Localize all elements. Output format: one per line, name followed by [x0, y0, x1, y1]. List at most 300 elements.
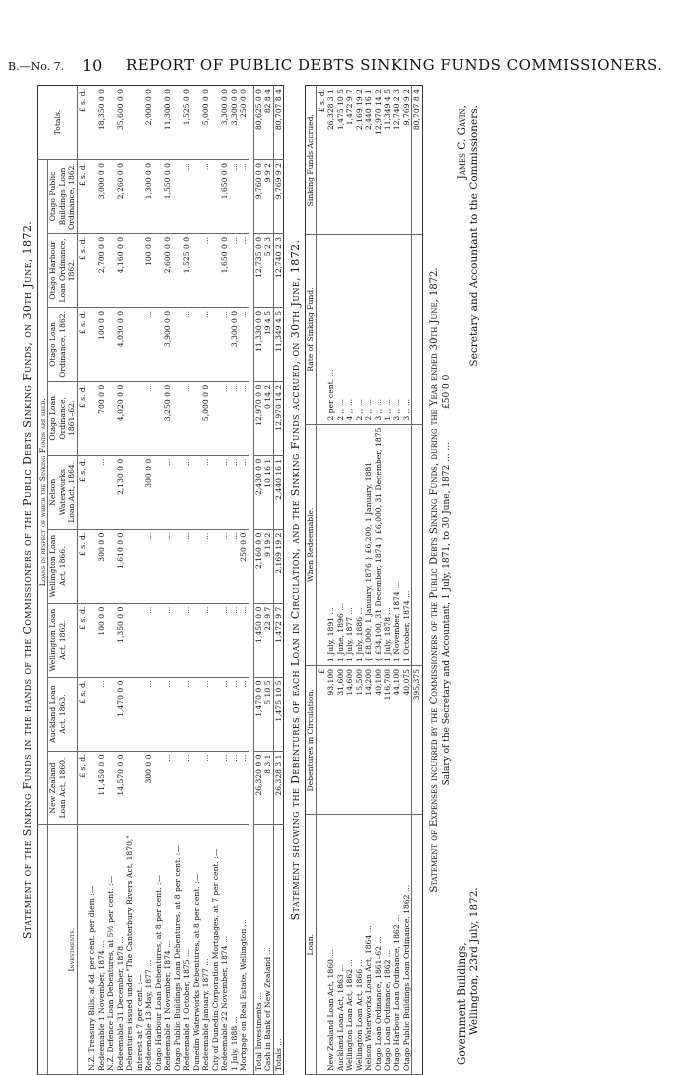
- table-cell: [125, 751, 144, 825]
- table-cell: New Zealand Loan Act, 1860 ...: [326, 815, 335, 1075]
- statement1-caption: Statement of the Sinking Funds in the hands of the Commissioners of the Public Debts Sinking Funds, on 30th June, 1872.: [21, 220, 34, 940]
- table-cell: 26,328 3 1: [326, 86, 335, 235]
- table-cell: [125, 455, 144, 529]
- table-row: [364, 86, 373, 1075]
- table-cell: 2,000 0 0: [144, 86, 153, 160]
- table-cell: ...: [144, 529, 153, 603]
- table-cell: 1 ,, ...: [383, 235, 392, 424]
- col-header-loan: Otago Harbour Loan Ordinance, 1862.: [48, 233, 77, 307]
- table-row: [239, 86, 248, 1075]
- table-cell: [211, 233, 220, 307]
- table-cell: ...: [163, 603, 172, 677]
- table-cell: Nelson Waterworks Loan Act, 1864 ...: [364, 815, 373, 1075]
- table-cell: 1,650 0 0: [220, 233, 229, 307]
- table-cell: ...: [239, 307, 248, 381]
- table-cell: [154, 529, 163, 603]
- table-cell: [211, 86, 220, 160]
- table-cell: ...: [182, 751, 191, 825]
- row-label: Redeemable 1 October, 1875 ...: [182, 825, 191, 1075]
- table-row: [211, 86, 220, 1075]
- cash-row: [263, 86, 273, 1075]
- table-cell: 1,470 0 0: [116, 677, 125, 751]
- unit-cell: [316, 235, 326, 424]
- expenses-caption: Statement of Expenses incurred by the Commissioners of the Public Debts Sinking Funds, during the Year ended 30th June, 1872.: [428, 267, 440, 893]
- table-cell: [106, 160, 115, 234]
- col-header-loan: Auckland Loan Act, 1863.: [48, 677, 77, 751]
- table-cell: 9,769 9 2: [402, 86, 412, 235]
- table-cell: ...: [182, 381, 191, 455]
- table-cell: ...: [239, 381, 248, 455]
- table-cell: 3 ,, ...: [374, 235, 383, 424]
- table-cell: [192, 751, 201, 825]
- table-cell: 12,740 2 3: [273, 233, 283, 307]
- debentures-body: [316, 86, 422, 1075]
- table-cell: 4,020 0 0: [116, 381, 125, 455]
- table-cell: 9,769 9 2: [273, 160, 283, 234]
- col-header-loan: Otago Loan Ordinance, 1862.: [48, 307, 77, 381]
- table-cell: [173, 529, 182, 603]
- col-header-loan: Wellington Loan Act, 1866.: [48, 529, 77, 603]
- unit-row: [316, 86, 326, 1075]
- table-cell: [125, 86, 144, 160]
- row-label: Redeemable 1 November, 1874 ...: [97, 825, 106, 1075]
- rotated-statements: [20, 85, 696, 1075]
- unit-cell: £ s. d.: [77, 603, 87, 677]
- table-cell: 1,472 9 7: [273, 603, 283, 677]
- table-cell: 1,650 0 0: [220, 160, 229, 234]
- table-row: [182, 86, 191, 1075]
- table-cell: ...: [220, 381, 229, 455]
- table-cell: 11,349 4 5: [273, 307, 283, 381]
- table-cell: [211, 160, 220, 234]
- table-cell: [211, 455, 220, 529]
- table-cell: ...: [163, 529, 172, 603]
- table-cell: [192, 677, 201, 751]
- row-label: Otago Harbour Loan Debentures, at 8 per cent. :—: [154, 825, 163, 1075]
- table-cell: Otago Public Buildings Loan Ordinance, 1862 ...: [402, 815, 412, 1075]
- col-header-loan: Wellington Loan Act, 1862.: [48, 603, 77, 677]
- table-cell: ...: [230, 160, 239, 234]
- row-label: 1 July, 1888 ...: [230, 825, 239, 1075]
- table-cell: 12,740 2 3: [392, 86, 401, 235]
- table-cell: ...: [144, 381, 153, 455]
- salary-line: [442, 85, 452, 1075]
- table-cell: [412, 815, 422, 1075]
- unit-row: [77, 86, 87, 1075]
- table-cell: ...: [182, 529, 191, 603]
- table-cell: { £34,100, 31 December, 1874 } £6,000, 31 December, 1875: [374, 424, 383, 665]
- table-cell: ...: [182, 455, 191, 529]
- table-cell: 12,970 14 2: [374, 86, 383, 235]
- table-cell: [106, 677, 115, 751]
- table-cell: [211, 677, 220, 751]
- row-label: Debentures issued under "The Canterbury Rivers Act, 1870," interest at 7 per cent. :—: [125, 825, 144, 1075]
- table-cell: [192, 160, 201, 234]
- row-label: Totals ...: [273, 825, 283, 1075]
- table-row: [125, 86, 144, 1075]
- table-cell: 1,450 0 0: [253, 603, 263, 677]
- table-cell: [173, 86, 182, 160]
- row-label: Dunedin Waterworks Debentures, at 8 per cent. :—: [192, 825, 201, 1075]
- table-row: [220, 86, 229, 1075]
- table-cell: [192, 603, 201, 677]
- table-row: [374, 86, 383, 1075]
- table-cell: 2,600 0 0: [163, 233, 172, 307]
- table-cell: 10 16 1: [263, 455, 273, 529]
- table-cell: ...: [230, 233, 239, 307]
- table-cell: [106, 751, 115, 825]
- table-cell: [154, 233, 163, 307]
- table-cell: [211, 307, 220, 381]
- table-cell: [211, 381, 220, 455]
- sinking-funds-table: [37, 85, 284, 1075]
- col-header-debentures: Debentures in Circulation.: [306, 666, 316, 815]
- table-cell: 3 ,, ...: [392, 235, 401, 424]
- table-cell: 3,900 0 0: [163, 307, 172, 381]
- col-header-loan: New Zealand Loan Act, 1860.: [48, 751, 77, 825]
- table-cell: 18,350 0 0: [97, 86, 106, 160]
- unit-cell: £ s. d.: [316, 86, 326, 235]
- table-cell: 9 19 2: [263, 529, 273, 603]
- table-cell: 1 July, 1877 ...: [345, 424, 354, 665]
- table-cell: [87, 381, 96, 455]
- row-label: Otago Public Buildings Loan Debentures, at 8 per cent. :—: [173, 825, 182, 1075]
- table-cell: 15,500: [355, 666, 364, 815]
- table-cell: 40,075: [402, 666, 412, 815]
- col-header-loan: Nelson Waterworks Loan Act, 1864.: [48, 455, 77, 529]
- table-cell: [211, 529, 220, 603]
- table-cell: 44,100: [392, 666, 401, 815]
- table-row: [345, 86, 354, 1075]
- table-cell: [125, 529, 144, 603]
- table-cell: 2,700 0 0: [97, 233, 106, 307]
- table-cell: ...: [230, 677, 239, 751]
- table-cell: [87, 455, 96, 529]
- table-cell: 11,349 4 5: [383, 86, 392, 235]
- table-cell: [192, 307, 201, 381]
- row-label: Redeemable 1 November, 1874 ...: [163, 825, 172, 1075]
- table-cell: 14,200: [364, 666, 373, 815]
- unit-cell: £ s. d.: [77, 307, 87, 381]
- unit-cell: [316, 424, 326, 665]
- table-cell: 12,735 0 0: [253, 233, 263, 307]
- table-cell: 0 14 2: [263, 381, 273, 455]
- table-cell: 4,160 0 0: [116, 233, 125, 307]
- table-cell: 2 ,, ...: [336, 235, 345, 424]
- table-cell: 2 ,, ...: [364, 235, 373, 424]
- table-cell: [106, 529, 115, 603]
- table-cell: [192, 455, 201, 529]
- row-label: Redeemable 31 December, 1878 ...: [116, 825, 125, 1075]
- table-cell: ...: [163, 677, 172, 751]
- table-cell: ...: [220, 751, 229, 825]
- table-cell: [87, 751, 96, 825]
- table-cell: 4,030 0 0: [116, 307, 125, 381]
- table-cell: 4 ,, ...: [345, 235, 354, 424]
- col-header-totals: Totals.: [38, 86, 78, 160]
- table-cell: [106, 381, 115, 455]
- table-cell: Otago Loan Ordinance, 1861–62 ...: [374, 815, 383, 1075]
- signatory: [456, 105, 480, 367]
- unit-cell: [316, 815, 326, 1075]
- totals-row: [412, 86, 422, 1075]
- table-cell: 1,610 0 0: [116, 529, 125, 603]
- table-cell: 116,700: [383, 666, 392, 815]
- table-cell: [106, 307, 115, 381]
- table-cell: Otago Loan Ordinance, 1862 ...: [383, 815, 392, 1075]
- table-cell: [87, 529, 96, 603]
- signatory-title: Secretary and Accountant to the Commissioners.: [467, 105, 480, 367]
- table-cell: 93,100: [326, 666, 335, 815]
- table-cell: ...: [144, 677, 153, 751]
- table-row: [355, 86, 364, 1075]
- table-cell: ...: [163, 751, 172, 825]
- table-row: [402, 86, 412, 1075]
- table-cell: 35,600 0 0: [116, 86, 125, 160]
- table-cell: 3,300 0 0: [220, 86, 229, 160]
- row-label: Total Investments ...: [253, 825, 263, 1075]
- table-cell: ...: [144, 307, 153, 381]
- col-header-accrued: Sinking Funds Accrued.: [306, 86, 316, 235]
- table-cell: 2,130 0 0: [116, 455, 125, 529]
- table-cell: [173, 233, 182, 307]
- table-cell: [173, 751, 182, 825]
- table-cell: 11,330 0 0: [253, 307, 263, 381]
- table-cell: [87, 233, 96, 307]
- place-line: Government Buildings,: [455, 942, 468, 1065]
- table-cell: ...: [182, 603, 191, 677]
- table-cell: 3 ,, ...: [402, 235, 412, 424]
- row-label: Redeemable 22 November, 1874 ...: [220, 825, 229, 1075]
- table-cell: 5,000 0 0: [201, 86, 210, 160]
- salary-label: Salary of the Secretary and Accountant, 1 July, 1871, to 30 June, 1872 ... ...: [441, 441, 452, 786]
- total-accrued: 80,707 8 4: [412, 86, 422, 235]
- table-cell: 80,707 8 4: [273, 86, 283, 160]
- totals-row: [273, 86, 283, 1075]
- table-row: [106, 86, 115, 1075]
- page-header: [8, 56, 692, 80]
- table-cell: Wellington Loan Act, 1862 ...: [345, 815, 354, 1075]
- table-cell: 82 8 4: [263, 86, 273, 160]
- table-cell: ...: [220, 307, 229, 381]
- table-cell: Otago Harbour Loan Ordinance, 1862 ...: [392, 815, 401, 1075]
- table-cell: 19 4 5: [263, 307, 273, 381]
- row-label: N.Z. Defence Loan Debentures, at 5½ per cent. :—: [106, 825, 115, 1075]
- table-cell: [211, 751, 220, 825]
- table-cell: [154, 160, 163, 234]
- table-cell: [87, 603, 96, 677]
- table-cell: ...: [230, 381, 239, 455]
- debentures-table: [305, 85, 423, 1075]
- signatory-name: James C. Gavin,: [455, 105, 468, 180]
- table-cell: [154, 307, 163, 381]
- table-cell: ...: [230, 529, 239, 603]
- table-row: [336, 86, 345, 1075]
- table-cell: 14,600: [345, 666, 354, 815]
- table-cell: 12,970 0 0: [253, 381, 263, 455]
- table-cell: ...: [201, 751, 210, 825]
- table-cell: ...: [239, 455, 248, 529]
- unit-blank: [77, 825, 87, 1075]
- table-cell: 1,525 0 0: [182, 86, 191, 160]
- table-cell: 2,160 0 0: [253, 529, 263, 603]
- table-cell: 1 July, 1891 ...: [326, 424, 335, 665]
- table-cell: [154, 751, 163, 825]
- table-cell: [106, 233, 115, 307]
- table-cell: 1 June, 1896 ...: [336, 424, 345, 665]
- table-cell: 22 9 7: [263, 603, 273, 677]
- table-cell: ...: [239, 233, 248, 307]
- table-cell: ...: [201, 603, 210, 677]
- unit-cell: £ s. d.: [77, 160, 87, 234]
- table-cell: 11,300 0 0: [163, 86, 172, 160]
- sinking-funds-body: [77, 86, 283, 1075]
- table-cell: [192, 381, 201, 455]
- table-cell: ...: [201, 455, 210, 529]
- table-cell: ...: [201, 529, 210, 603]
- col-header-investments: Investments.: [48, 825, 77, 1075]
- table-cell: ...: [230, 455, 239, 529]
- table-cell: Auckland Loan Act, 1863 ...: [336, 815, 345, 1075]
- table-cell: [87, 677, 96, 751]
- table-cell: ...: [182, 677, 191, 751]
- table-cell: ...: [220, 455, 229, 529]
- table-row: [87, 86, 96, 1075]
- row-label: Cash in Bank of New Zealand ...: [263, 825, 273, 1075]
- table-cell: 1,350 0 0: [116, 603, 125, 677]
- table-cell: [106, 455, 115, 529]
- table-cell: [192, 529, 201, 603]
- table-cell: ...: [201, 307, 210, 381]
- table-cell: ...: [239, 603, 248, 677]
- investments-header-blank: [38, 825, 48, 1075]
- table-row: [201, 86, 210, 1075]
- table-cell: 9 9 2: [263, 160, 273, 234]
- table-cell: 250 0 0: [239, 529, 248, 603]
- table-cell: [87, 160, 96, 234]
- table-cell: 2 per cent. ...: [326, 235, 335, 424]
- table-cell: 5 10 5: [263, 677, 273, 751]
- table-cell: 80,625 0 0: [253, 86, 263, 160]
- table-cell: 300 0 0: [97, 529, 106, 603]
- table-cell: 300 0 0: [144, 455, 153, 529]
- table-cell: [125, 307, 144, 381]
- table-cell: ...: [239, 677, 248, 751]
- table-cell: 1,475 10 5: [336, 86, 345, 235]
- signature-block: [456, 85, 496, 1075]
- table-cell: ...: [163, 455, 172, 529]
- document-reference: B.—No. 7.: [8, 60, 65, 73]
- table-cell: 2,430 0 0: [253, 455, 263, 529]
- unit-cell: £: [316, 666, 326, 815]
- place-date: [456, 887, 480, 1065]
- table-cell: 26,328 3 1: [273, 751, 283, 825]
- table-cell: 40,100: [374, 666, 383, 815]
- table-cell: ...: [182, 160, 191, 234]
- table-cell: [154, 603, 163, 677]
- table-cell: ...: [239, 160, 248, 234]
- table-cell: [154, 677, 163, 751]
- table-cell: [154, 381, 163, 455]
- table-cell: [125, 603, 144, 677]
- table-cell: 3,250 0 0: [163, 381, 172, 455]
- table-cell: 5,000 0 0: [201, 381, 210, 455]
- table-cell: 1,550 0 0: [163, 160, 172, 234]
- row-label: Redeemable 13 May, 1877 ...: [144, 825, 153, 1075]
- table-cell: [173, 677, 182, 751]
- table-cell: [211, 603, 220, 677]
- table-cell: { £8,000, 1 January, 1876 } £6,200, 1 January, 1881: [364, 424, 373, 665]
- row-label: City of Dunedin Corporation Mortgages, at 7 per cent. :—: [211, 825, 220, 1075]
- table-cell: Wellington Loan Act, 1866 ...: [355, 815, 364, 1075]
- unit-cell: £ s. d.: [77, 455, 87, 529]
- table-cell: 3,300 0 0: [230, 307, 239, 381]
- row-label: Redeemable January, 1877 ...: [201, 825, 210, 1075]
- table-cell: 2,169 19 2: [273, 529, 283, 603]
- col-header-loan: Otago Public Buildings Loan Ordinance, 1862.: [48, 160, 77, 234]
- table-cell: ...: [97, 455, 106, 529]
- loans-group-header: Loans in respect of which the Sinking Funds are held.: [38, 160, 48, 825]
- table-cell: 1 November, 1874 ...: [392, 424, 401, 665]
- table-cell: [125, 160, 144, 234]
- unit-cell: £ s. d.: [77, 381, 87, 455]
- table-cell: ...: [201, 233, 210, 307]
- table-cell: 1,472 9 7: [345, 86, 354, 235]
- table-cell: 1,300 0 0: [144, 160, 153, 234]
- table-cell: 1 October, 1874 ...: [402, 424, 412, 665]
- table-row: [326, 86, 335, 1075]
- table-cell: 100 0 0: [144, 233, 153, 307]
- table-cell: [412, 235, 422, 424]
- page-number: 10: [82, 56, 103, 75]
- table-cell: ...: [144, 603, 153, 677]
- total-debentures: 395,375: [412, 666, 422, 815]
- statement2-caption: Statement showing the Debentures of each Loan in Circulation, and the Sinking Funds accrued, on 30th June, 1872.: [289, 239, 303, 921]
- table-cell: 14,570 0 0: [116, 751, 125, 825]
- table-cell: 11,450 0 0: [97, 751, 106, 825]
- total-investments-row: [253, 86, 263, 1075]
- table-cell: 100 0 0: [97, 307, 106, 381]
- col-header-loan: Otago Loan Ordinance, 1861–62.: [48, 381, 77, 455]
- unit-cell: £ s. d.: [77, 751, 87, 825]
- table-cell: 1,470 0 0: [253, 677, 263, 751]
- table-cell: ...: [220, 529, 229, 603]
- table-cell: ...: [182, 307, 191, 381]
- table-cell: [412, 424, 422, 665]
- table-cell: ...: [239, 751, 248, 825]
- date-line: Wellington, 23rd July, 1872.: [467, 887, 480, 1035]
- table-cell: 9,760 0 0: [253, 160, 263, 234]
- table-cell: [106, 86, 115, 160]
- table-row: [154, 86, 163, 1075]
- table-cell: ...: [230, 751, 239, 825]
- table-cell: 100 0 0: [97, 603, 106, 677]
- table-cell: [192, 233, 201, 307]
- table-cell: [173, 160, 182, 234]
- table-cell: [192, 86, 201, 160]
- row-label: N.Z. Treasury Bills, at 4d. per cent. per diem :—: [87, 825, 96, 1075]
- table-cell: ...: [201, 160, 210, 234]
- table-cell: 2,440 16 1: [364, 86, 373, 235]
- table-cell: ...: [230, 603, 239, 677]
- table-cell: 1,475 10 5: [273, 677, 283, 751]
- table-cell: [173, 603, 182, 677]
- table-cell: [173, 455, 182, 529]
- table-cell: 2,440 16 1: [273, 455, 283, 529]
- table-row: [144, 86, 153, 1075]
- table-cell: [125, 677, 144, 751]
- table-cell: [154, 455, 163, 529]
